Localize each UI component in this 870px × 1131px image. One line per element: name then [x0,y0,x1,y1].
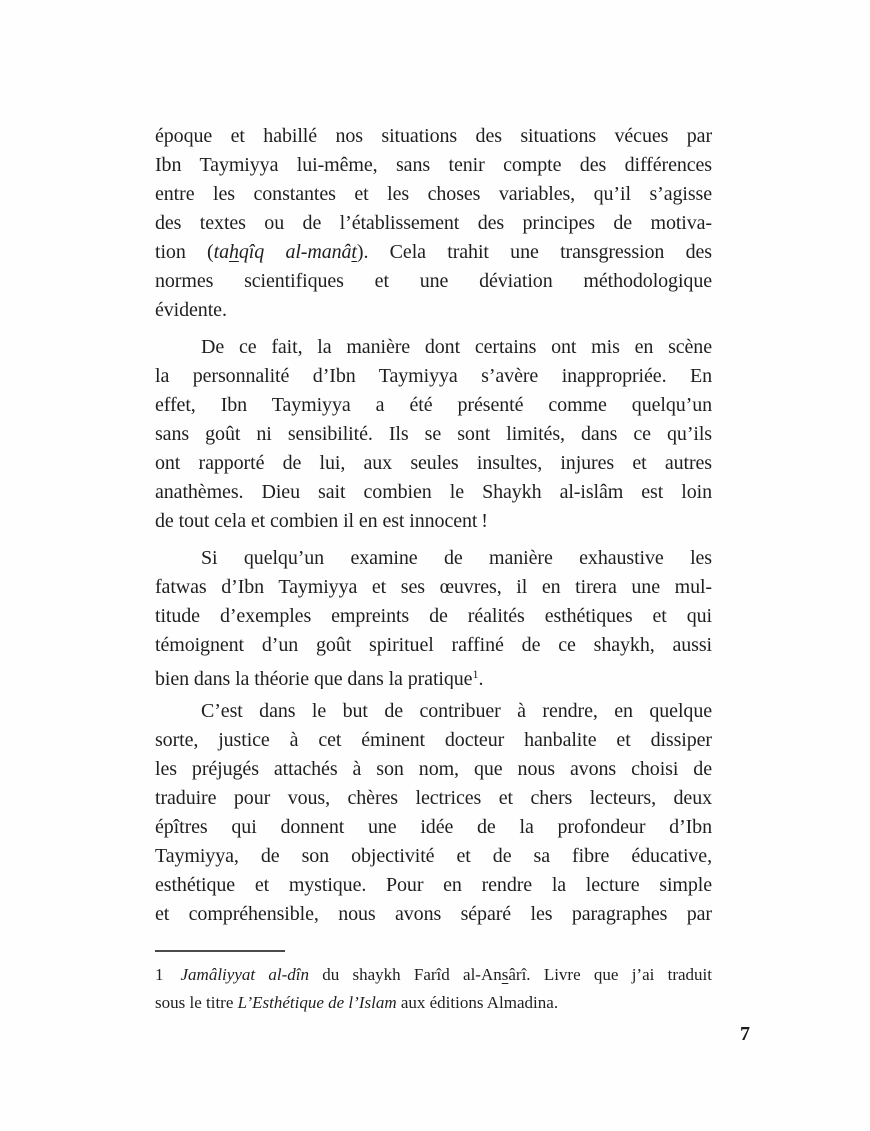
text-segment: titude d’exemples empreints de réalités esthétiques et qui [155,605,712,627]
text-segment: Si quelqu’un examine de manière exhaustive les [201,547,712,569]
text-line [155,871,712,900]
footnote [155,961,712,1017]
text-line [155,507,712,536]
page-number: 7 [740,1023,750,1045]
text-line [155,333,712,362]
text-line [155,726,712,755]
text-segment: esthétique et mystique. Pour en rendre la lecture simple [155,874,712,896]
paragraph [155,122,712,325]
text-segment: qîq al-manâ [238,241,352,263]
text-segment: ). Cela trahit une transgression des [356,241,712,263]
text-line [155,151,712,180]
text-segment: De ce fait, la manière dont certains ont mis en scène [201,336,712,358]
text-segment: sans goût ni sensibilité. Ils se sont limités, dans ce qu’ils [155,423,712,445]
text-segment: normes scientifiques et une déviation méthodologique [155,270,712,292]
text-segment: la personnalité d’Ibn Taymiyya s’avère inappropriée. En [155,365,712,387]
text-segment: ta [213,241,229,263]
text-line [155,961,712,989]
text-segment: aux éditions Almadina. [396,993,559,1012]
text-line [155,391,712,420]
paragraph [155,697,712,929]
paragraph [155,333,712,536]
text-segment: les préjugés attachés à son nom, que nous avons choisi de [155,758,712,780]
text-segment: Taymiyya, de son objectivité et de sa fibre éducative, [155,845,712,867]
text-segment: épîtres qui donnent une idée de la profondeur d’Ibn [155,816,712,838]
text-line [155,267,712,296]
text-segment: entre les constantes et les choses variables, qu’il s’agisse [155,183,712,205]
text-segment: tion ( [155,241,214,263]
text-line [155,573,712,602]
text-line [155,989,712,1017]
text-segment: du shaykh Farîd al-An [308,965,502,984]
text-line [155,544,712,573]
text-segment: témoignent d’un goût spirituel raffiné de ce shaykh, aussi [155,634,712,656]
text-segment: ârî. Livre que j’ai traduit [508,965,712,984]
text-line [155,784,712,813]
text-line [155,755,712,784]
footnote-rule [155,950,285,952]
text-line [155,420,712,449]
text-line [155,842,712,871]
text-segment: sorte, justice à cet éminent docteur hanbalite et dissiper [155,729,712,751]
text-segment: ont rapporté de lui, aux seules insultes, injures et autres [155,452,712,474]
text-line [155,238,712,267]
text-line [155,122,712,151]
text-line [155,362,712,391]
text-segment: des textes ou de l’établissement des principes de motiva- [155,212,712,234]
text-line [155,697,712,726]
text-segment: . [478,668,484,689]
text-line [155,180,712,209]
text-segment: Jamâliyyat al-dîn [180,965,309,984]
text-line [155,631,712,660]
text-segment: s [501,965,509,984]
text-line [155,602,712,631]
text-segment: fatwas d’Ibn Taymiyya et ses œuvres, il en tirera une mul- [155,576,712,598]
text-segment: effet, Ibn Taymiyya a été présenté comme quelqu’un [155,394,712,416]
paragraph [155,544,712,689]
text-segment: Ibn Taymiyya lui-même, sans tenir compte des différences [155,154,712,176]
text-line [155,478,712,507]
text-segment: anathèmes. Dieu sait combien le Shaykh al-islâm est loin [155,481,712,503]
text-segment: sous le titre [155,993,238,1012]
text-segment: L’Esthétique de l’Islam [237,993,397,1012]
text-segment: h [228,241,239,263]
text-segment: t [351,241,357,263]
text-line [155,209,712,238]
text-line [155,900,712,929]
text-segment: et compréhensible, nous avons séparé les paragraphes par [155,903,712,925]
text-segment: traduire pour vous, chères lectrices et chers lecteurs, deux [155,787,712,809]
text-segment: C’est dans le but de contribuer à rendre, en quelque [201,700,712,722]
text-segment: évidente. [155,299,227,321]
text-line [155,660,712,689]
text-segment: époque et habillé nos situations des situations vécues par [155,125,712,147]
text-line [155,449,712,478]
text-segment: de tout cela et combien il en est innocent ! [155,510,488,532]
text-line [155,296,712,325]
text-segment: bien dans la théorie que dans la pratique [155,668,473,689]
paragraphs-container [155,122,712,929]
text-line [155,813,712,842]
text-block [155,122,712,1017]
text-segment: 1 [155,965,164,984]
text-segment: 1 [472,667,479,681]
